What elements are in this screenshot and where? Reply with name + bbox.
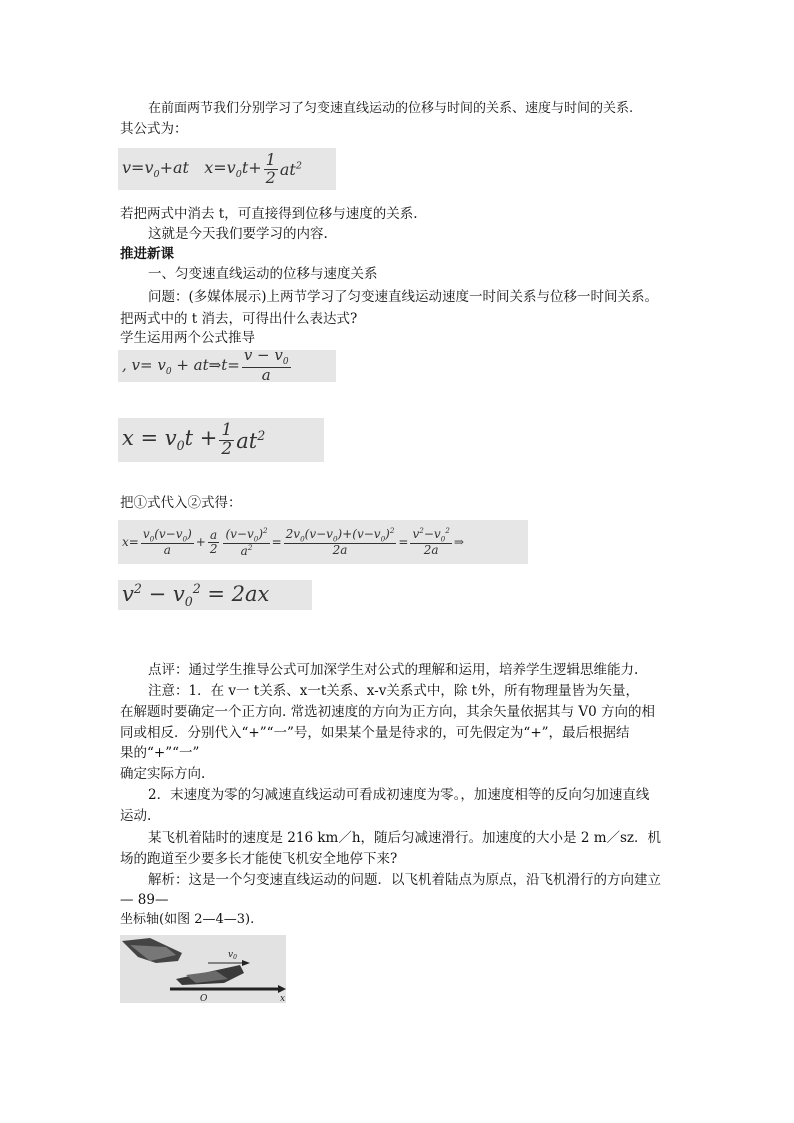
equation-image-3: $x = v_0t$ + $\frac{1}{2}$ $at^2$ [118,418,324,462]
velocity-subscript: 0 [233,954,237,961]
todays-topic-text: 这就是今天我们要学习的内容. [148,226,328,242]
section-heading: 推进新课 [120,246,174,262]
equation-image-4: x= $\frac{v_0(v-v_0)}{a}$ + $\frac{a}{2}$ $\frac{(v-v_0)^2}{a^2}$ = $\frac{2v_0(v-v_0)+(v-v_0)^2}{2a}$ = $\frac{v^2-v_0^2}{2a}$ ⇒ [118,520,528,564]
derivation-label: 学生运用两个公式推导 [120,330,255,346]
note-line-6: 2．末速度为零的匀减速直线运动可看成初速度为零。，加速度相等的反向匀加速直线 [148,787,650,803]
airplane-landing-figure [120,935,286,1003]
note-line-3: 同或相反．分别代入“+”“一”号，如果某个量是待求的，可先假定为“+”，最后根据结 [120,725,630,741]
analysis-text: 解析：这是一个匀变速直线运动的问题．以飞机着陆点为原点，沿飞机滑行的方向建立 [148,872,661,888]
problem-line-2: 场的跑道至少要多长才能使飞机安全地停下来? [120,851,398,867]
intro-paragraph: 在前面两节我们分别学习了匀变速直线运动的位移与时间的关系、速度与时间的关系. [148,101,634,116]
axis-caption: 坐标轴(如图 2—4—3). [120,912,255,927]
equation-image-2: , $v= v_0$ + at⇒t= $\frac{v - v_0}{a}$ [118,350,336,382]
problem-line-1: 某飞机着陆时的速度是 216 km／h，随后匀减速滑行。加速度的大小是 2 m／sz．机 [148,830,662,846]
page-number: — 89— [120,892,169,908]
x-axis-arrow [278,985,286,993]
comment-text: 点评：通过学生推导公式可加深学生对公式的理解和运用，培养学生逻辑思维能力. [148,662,639,678]
note-line-2: 在解题时要确定一个正方向. 常选初速度的方向为正方向，其余矢量依据其与 V0 方向的相 [120,704,656,720]
airplane-figure-drawing [120,935,286,1003]
svg-text:v0 [228,950,237,961]
axis-label: x [280,994,286,1003]
note-line-5: 确定实际方向. [120,766,206,782]
eliminate-t-text: 若把两式中消去 t，可直接得到位移与速度的关系. [120,206,418,222]
question-line-2: 把两式中的 t 消去，可得出什么表达式? [120,311,358,327]
formula-intro: 其公式为： [120,121,188,137]
note-line-7: 运动. [120,808,152,824]
note-line-1: 注意：1．在 v一 t关系、x一t关系、x-v关系式中，除 t外，所有物理量皆为矢量， [148,683,640,699]
equation-image-5: $v^2 - v_0^2 = 2ax$ [118,580,312,610]
note-line-4: 果的“+”“一” [120,745,200,761]
section-title: 一、匀变速直线运动的位移与速度关系 [148,266,378,282]
substitute-label: 把①式代入②式得： [120,495,242,511]
question-line-1: 问题：(多媒体展示)上两节学习了匀变速直线运动速度一时间关系与位移一时间关系。 [148,289,659,305]
equation-image-1: $v=v_0+at$ $x=v_0t+$ $\frac{1}{2}$ $at^2$ [118,148,336,190]
origin-label: O [200,994,208,1003]
velocity-label: v [228,950,234,960]
